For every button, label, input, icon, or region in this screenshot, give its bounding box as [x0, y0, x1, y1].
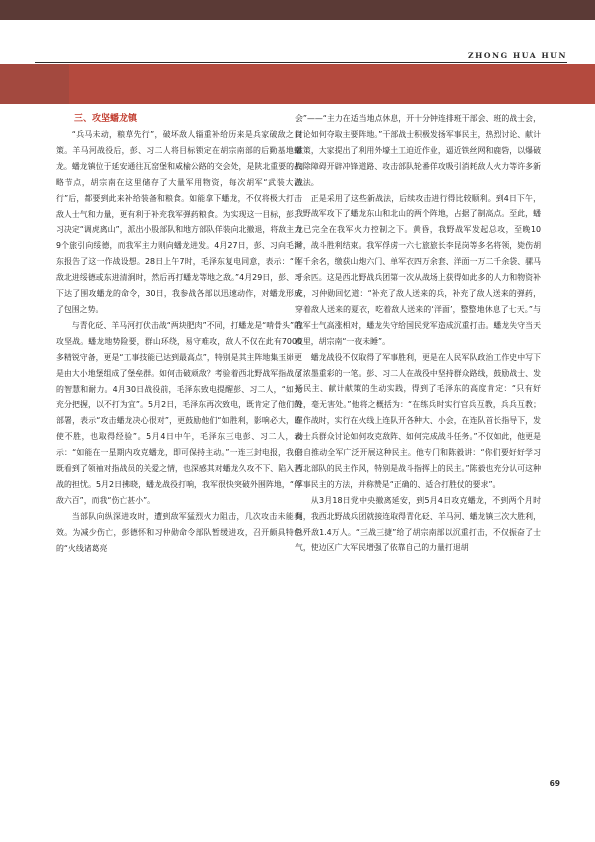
paragraph: 蟠龙战役不仅取得了军事胜利，更是在人民军队政治工作史中写下了浓墨重彩的一笔。彭、习二人在战役中坚持群众路线，鼓励战士、发扬民主、献计献策的生动实践，得到了毛泽东的高度肯定：“只有好处，毫无害处。”他将之概括为：“在练兵时实行官兵互教，兵兵互教；在作战时，实行在火线上连队开各种大、小会，在连队首长指导下，发动士兵群众讨论如何攻克敌阵、如何完成战斗任务。”不仅如此，他更是亲自推动全军广泛开展这种民主。他专门和陈毅讲：“你们要好好学习西北部队的民主作风，特别是战斗指挥上的民主。”陈毅也充分认可这种军事民主的方法，并称赞是“正确的、适合打胜仗的要求”。 — [295, 352, 541, 489]
paragraph: 正是采用了这些新战法，后续攻击进行得比较顺利。到4日下午，我野战军攻下了蟠龙东山和北山的两个阵地，占据了制高点。至此，蟠龙已完全在我军火力控制之下。黄昏，我野战军发起总攻，至晚10时，战斗胜利结束。我军俘虏一六七旅旅长李昆岗等多名将领，毙伤胡军千余名，缴获山炮六门、单军衣四万余套、洋面一万二千余袋、骡马千余匹。这是西北野战兵团第一次从战场上获得如此多的人力和物资补充，习仲勋回忆道：“补充了敌人送来的兵，补充了敌人送来的弹药，穿着敌人送来的夏衣，吃着敌人送来的‘洋面’，整整地休息了七天。”与我军士气高涨相对，蟠龙失守给国民党军造成沉重打击。蟠龙失守当天夜里，胡宗南“一夜未睡”。 — [295, 193, 541, 346]
paragraph: 当部队向纵深进攻时，遭到敌军猛烈火力阻击，几次攻击未能奏效。为减少伤亡，彭德怀和习仲勋命令部队暂缓进攻，召开颇具特色的“火线诸葛亮 — [56, 511, 302, 553]
section-title: 三、攻坚蟠龙镇 — [74, 114, 138, 124]
decorative-banner-band — [0, 64, 69, 104]
top-color-bar — [0, 0, 595, 20]
header-rule — [35, 62, 567, 63]
journal-name: ZHONG HUA HUN — [467, 51, 567, 60]
page-number: 69 — [549, 779, 560, 788]
left-column — [56, 111, 302, 556]
paragraph: 从3月18日党中央撤离延安，到5月4日攻克蟠龙，不到两个月时间，我西北野战兵团就接连取得青化砭、羊马河、蟠龙镇三次大胜利，总歼敌1.4万人。“三战三捷”给了胡宗南部以沉重打击，不仅振奋了士气，使边区广大军民增强了依靠自己的力量打退胡 — [295, 495, 541, 553]
right-column — [295, 111, 541, 556]
paragraph: 会”——“主力在适当地点休息，开十分钟连排班干部会、班的战士会，讨论如何夺取主要阵地。”干部战士积极发扬军事民主，热烈讨论、献计献策，大家提出了利用外壕土工迫近作业，逼近铁丝网和鹿砦，以爆破扫除障碍开辟冲锋道路、攻击部队轮番佯攻吸引消耗敌人火力等许多新战法。 — [295, 114, 541, 187]
paragraph: 与青化砭、羊马河打伏击战“两块肥肉”不同，打蟠龙是“啃骨头”的攻坚战。蟠龙地势险要，群山环绕，易守难攻，敌人不仅在此有7000多精锐守备，更是“工事技能已达到最高点”，特别是其主阵地集玉峁更是由大小地堡组成了堡垒群。如何击破顽敌？考验着西北野战军指战员的智慧和耐力。4月30日战役前，毛泽东致电提醒彭、习二人，“如无充分把握，以不打为宜”。5月2日，毛泽东再次致电，既肯定了他们的部署，表示“攻击蟠龙决心很对”，更鼓励他们“如胜利，影响必大，即使不胜，也取得经验”。5月4日中午，毛泽东三电彭、习二人，表示：“如能在一星期内攻克蟠龙，即可保持主动。”一连三封电报，我们既看到了领袖对指战员的关爱之情，也深感其对蟠龙久攻不下、陷入苦战的担忧。5月2日拂晓，蟠龙战役打响，我军很快突破外围阵地，“俘敌六百”，而我“伤亡甚小”。 — [56, 320, 302, 505]
decorative-banner — [0, 64, 595, 104]
paragraph: “兵马未动，粮草先行”，破坏敌人辎重补给历来是兵家破敌之良策。羊马河战役后，彭、习二人将目标锁定在胡宗南部的后勤基地蟠龙。蟠龙镇位于延安通往瓦窑堡和咸榆公路的交会处，是陕北重要的战略节点，胡宗南在这里储存了大量军用物资，每次胡军“武装大游行”后，都要到此来补给装备和粮食。如能拿下蟠龙，不仅将极大打击敌人士气和力量，更有利于补充我军弹药粮食。为实现这一目标，彭、习决定“调虎离山”，派出小股部队和地方部队佯装向北撤退，将敌主力9个旅引向绥德，而我军主力则向蟠龙进发。4月27日，彭、习向毛泽东报告了这一作战设想。28日上午7时，毛泽东复电同意，表示：“让敌北进绥德或东进清涧时，然后再打蟠龙等地之敌。”4月29日，彭、习下达了围攻蟠龙的命令，30日，我参战各部以迅速动作，对蟠龙形成了包围之势。 — [56, 130, 302, 314]
